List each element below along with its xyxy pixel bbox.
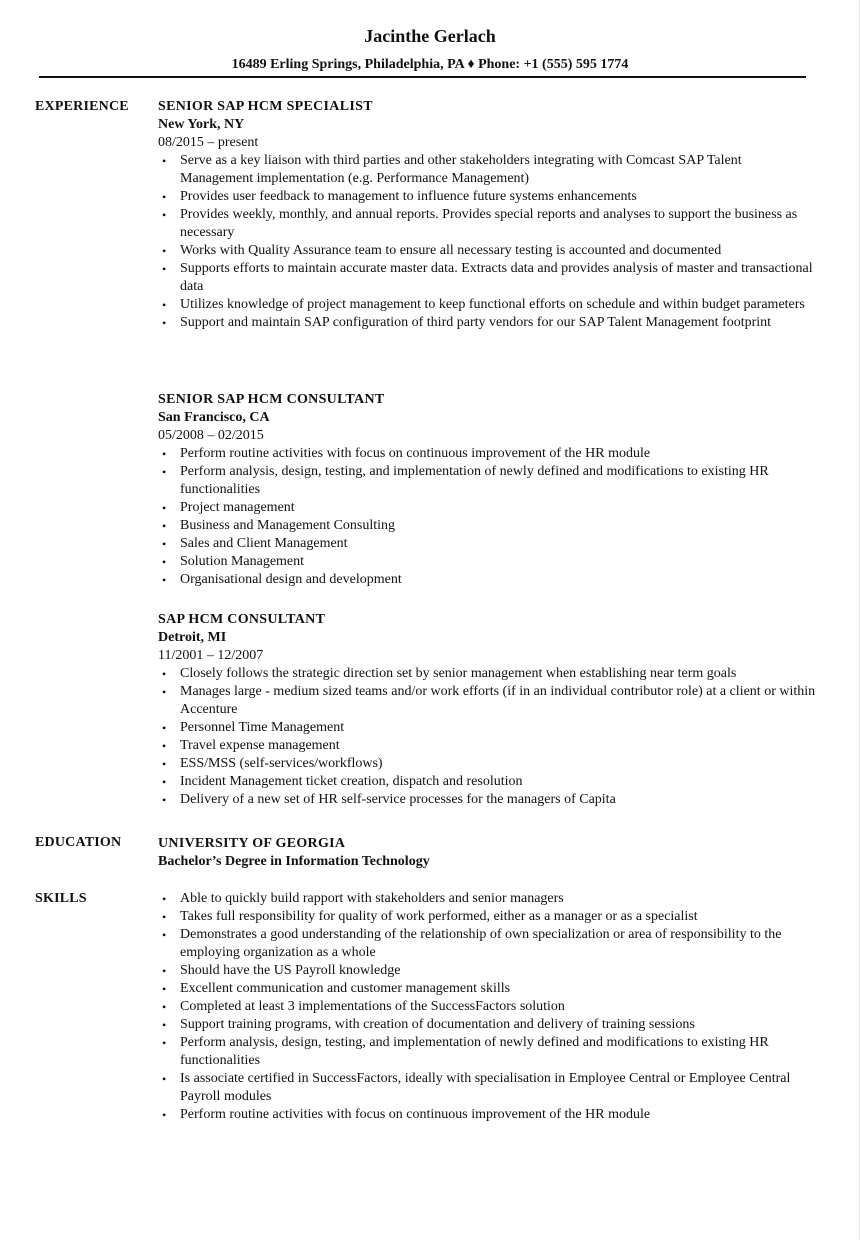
skill-text: Should have the US Payroll knowledge (180, 963, 401, 978)
bullet-text: Provides weekly, monthly, and annual reports. Provides special reports and analyses to support the business as necessary (180, 207, 798, 240)
job-dates: 08/2015 – present (158, 135, 259, 150)
bullet-icon: • (162, 775, 167, 789)
bullet-icon: • (162, 1000, 167, 1014)
bullet-text: Works with Quality Assurance team to ensure all necessary testing is accounted and documented (180, 243, 722, 258)
contact-line: 16489 Erling Springs, Philadelphia, PA ♦ Phone: +1 (555) 595 1774 (231, 57, 629, 72)
list-item (158, 314, 818, 332)
education-entry (158, 835, 818, 871)
skill-text: Perform analysis, design, testing, and implementation of newly defined and modifications to existing HR functionalities (180, 1035, 769, 1068)
skills-list-container (158, 890, 818, 1124)
list-item (158, 1070, 818, 1106)
list-item (158, 755, 818, 773)
bullet-text: Personnel Time Management (180, 720, 345, 735)
bullet-icon: • (162, 154, 167, 168)
list-item (158, 665, 818, 683)
list-item (158, 1034, 818, 1070)
list-item (158, 499, 818, 517)
job-2 (158, 391, 818, 589)
bullet-text: Provides user feedback to management to influence future systems enhancements (180, 189, 637, 204)
list-item (158, 571, 818, 589)
job-title: SENIOR SAP HCM SPECIALIST (158, 99, 373, 114)
bullet-text: Perform analysis, design, testing, and implementation of newly defined and modifications to existing HR functionalities (180, 464, 769, 497)
skill-text: Perform routine activities with focus on continuous improvement of the HR module (180, 1107, 651, 1122)
bullet-icon: • (162, 757, 167, 771)
bullet-text: Solution Management (180, 554, 305, 569)
bullet-icon: • (162, 1072, 167, 1086)
bullet-icon: • (162, 298, 167, 312)
list-item (158, 152, 818, 188)
job-3 (158, 611, 818, 809)
bullet-icon: • (162, 262, 167, 276)
bullet-icon: • (162, 685, 167, 699)
bullet-icon: • (162, 501, 167, 515)
list-item (158, 535, 818, 553)
list-item (158, 296, 818, 314)
bullet-icon: • (162, 447, 167, 461)
list-item (158, 260, 818, 296)
bullet-text: Travel expense management (180, 738, 340, 753)
skill-text: Able to quickly build rapport with stakeholders and senior managers (180, 891, 564, 906)
experience-section-label: EXPERIENCE (35, 99, 129, 114)
bullet-icon: • (162, 555, 167, 569)
bullet-icon: • (162, 573, 167, 587)
job-location: New York, NY (158, 117, 245, 132)
list-item (158, 890, 818, 908)
list-item (158, 980, 818, 998)
bullet-text: Manages large - medium sized teams and/or work efforts (if in an individual contributor role) at a client or within Accenture (180, 684, 816, 717)
list-item (158, 962, 818, 980)
bullet-text: ESS/MSS (self-services/workflows) (180, 756, 383, 771)
skill-text: Is associate certified in SuccessFactors, ideally with specialisation in Employee Central or Employee Central Payroll modules (180, 1071, 791, 1104)
list-item (158, 188, 818, 206)
skill-text: Demonstrates a good understanding of the relationship of own specialization or area of responsibility to the employing organization as a whole (180, 927, 782, 960)
job-location: Detroit, MI (158, 630, 227, 645)
list-item (158, 908, 818, 926)
bullet-text: Closely follows the strategic direction set by senior management when establishing near term goals (180, 666, 737, 681)
list-item (158, 791, 818, 809)
job-bullets (158, 152, 818, 332)
list-item (158, 683, 818, 719)
bullet-text: Delivery of a new set of HR self-service processes for the managers of Capita (180, 792, 616, 807)
skill-text: Excellent communication and customer management skills (180, 981, 511, 996)
bullet-text: Business and Management Consulting (180, 518, 396, 533)
list-item (158, 719, 818, 737)
list-item (158, 1106, 818, 1124)
list-item (158, 737, 818, 755)
skill-text: Takes full responsibility for quality of work performed, either as a manager or as a specialist (180, 909, 698, 924)
job-title: SAP HCM CONSULTANT (158, 612, 326, 627)
job-bullets (158, 665, 818, 809)
list-item (158, 1016, 818, 1034)
bullet-icon: • (162, 537, 167, 551)
list-item (158, 517, 818, 535)
bullet-text: Supports efforts to maintain accurate master data. Extracts data and provides analysis of master and transactional data (180, 261, 813, 294)
bullet-icon: • (162, 910, 167, 924)
bullet-text: Incident Management ticket creation, dispatch and resolution (180, 774, 523, 789)
job-dates: 05/2008 – 02/2015 (158, 428, 264, 443)
bullet-icon: • (162, 892, 167, 906)
bullet-icon: • (162, 964, 167, 978)
school-name: UNIVERSITY OF GEORGIA (158, 836, 346, 851)
bullet-text: Serve as a key liaison with third parties and other stakeholders integrating with Comcast SAP Talent Management implementation (e.g. Performance Management) (180, 153, 742, 186)
header-divider (39, 76, 806, 78)
resume-header (0, 24, 860, 74)
list-item (158, 463, 818, 499)
bullet-text: Project management (180, 500, 295, 515)
bullet-icon: • (162, 1018, 167, 1032)
skills-list (158, 890, 818, 1124)
list-item (158, 445, 818, 463)
bullet-icon: • (162, 316, 167, 330)
list-item (158, 206, 818, 242)
skill-text: Completed at least 3 implementations of the SuccessFactors solution (180, 999, 565, 1014)
skills-section-label: SKILLS (35, 891, 87, 906)
bullet-icon: • (162, 1036, 167, 1050)
bullet-icon: • (162, 667, 167, 681)
bullet-icon: • (162, 739, 167, 753)
bullet-icon: • (162, 982, 167, 996)
list-item (158, 773, 818, 791)
job-location: San Francisco, CA (158, 410, 270, 425)
list-item (158, 242, 818, 260)
bullet-icon: • (162, 519, 167, 533)
bullet-icon: • (162, 721, 167, 735)
job-bullets (158, 445, 818, 589)
job-title: SENIOR SAP HCM CONSULTANT (158, 392, 385, 407)
job-dates: 11/2001 – 12/2007 (158, 648, 264, 663)
bullet-icon: • (162, 244, 167, 258)
bullet-text: Support and maintain SAP configuration of third party vendors for our SAP Talent Management footprint (180, 315, 772, 330)
bullet-icon: • (162, 208, 167, 222)
bullet-icon: • (162, 465, 167, 479)
education-section-label: EDUCATION (35, 835, 122, 850)
bullet-icon: • (162, 190, 167, 204)
list-item (158, 998, 818, 1016)
bullet-text: Perform routine activities with focus on continuous improvement of the HR module (180, 446, 651, 461)
bullet-icon: • (162, 928, 167, 942)
candidate-name: Jacinthe Gerlach (364, 26, 496, 46)
bullet-icon: • (162, 1108, 167, 1122)
bullet-text: Sales and Client Management (180, 536, 348, 551)
bullet-text: Utilizes knowledge of project management to keep functional efforts on schedule and within budget parameters (180, 297, 805, 312)
job-1 (158, 98, 818, 332)
list-item (158, 926, 818, 962)
bullet-icon: • (162, 793, 167, 807)
skill-text: Support training programs, with creation of documentation and delivery of training sessions (180, 1017, 695, 1032)
list-item (158, 553, 818, 571)
bullet-text: Organisational design and development (180, 572, 402, 587)
degree-name: Bachelor’s Degree in Information Technology (158, 854, 430, 869)
